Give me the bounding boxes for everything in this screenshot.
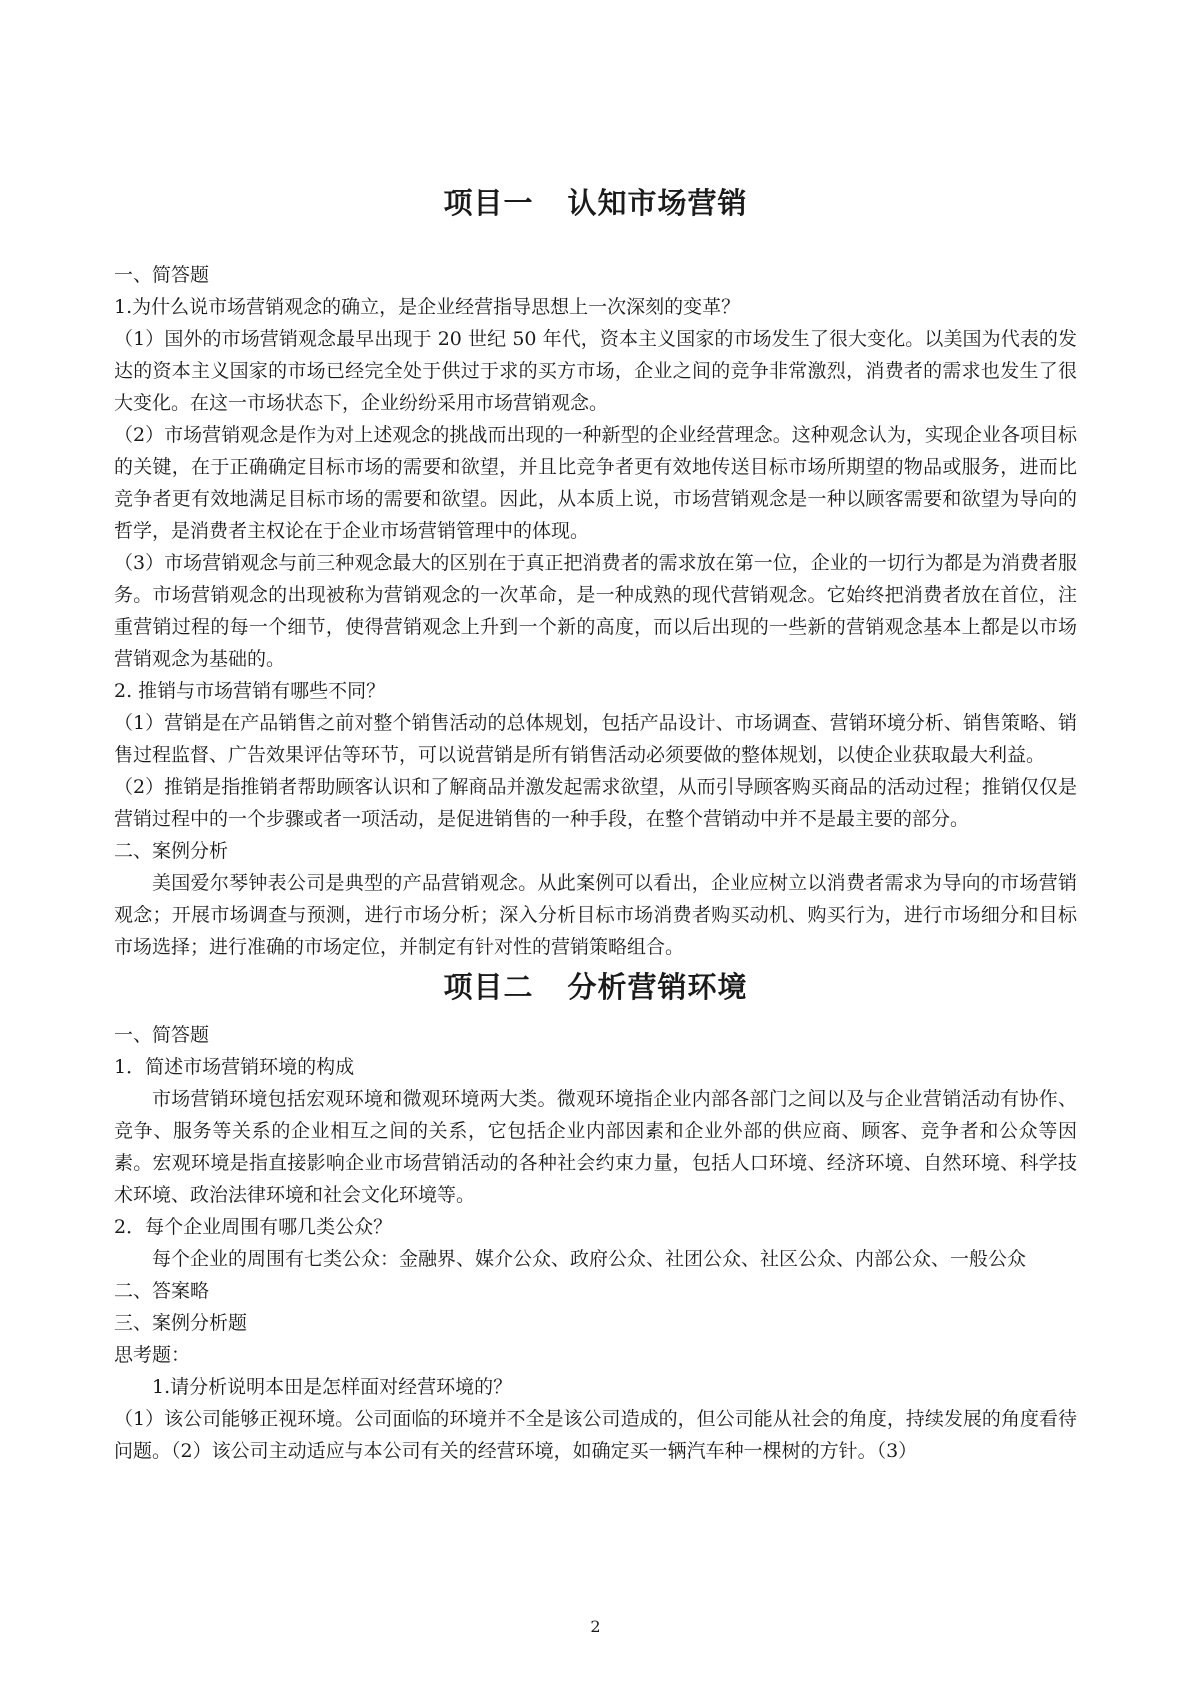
page-content bbox=[114, 183, 1077, 1467]
heading-short-answer: 一、简答题 bbox=[114, 264, 210, 286]
answer-paragraph: （1）营销是在产品销售之前对整个销售活动的总体规划，包括产品设计、市场调查、营销环境分析、销售策略、销售过程监督、广告效果评估等环节，可以说营销是所有销售活动必须要做的整体规划，以使企业获取最大利益。 bbox=[114, 712, 1077, 766]
question-2: 2. 推销与市场营销有哪些不同？ bbox=[114, 680, 386, 702]
heading-case-analysis: 三、案例分析题 bbox=[114, 1312, 248, 1334]
section-title-2-number: 项目二 bbox=[443, 970, 534, 1004]
thinking-question-1: 1.请分析说明本田是怎样面对经营环境的？ bbox=[152, 1376, 513, 1398]
heading-thinking-questions: 思考题： bbox=[114, 1344, 191, 1366]
page-number: 2 bbox=[590, 1617, 601, 1636]
heading-answer-omitted: 二、答案略 bbox=[114, 1280, 210, 1302]
section-title-1 bbox=[114, 183, 1077, 223]
question-1: 1．简述市场营销环境的构成 bbox=[114, 1056, 355, 1078]
heading-short-answer: 一、简答题 bbox=[114, 1024, 210, 1046]
answer-paragraph: （1）国外的市场营销观念最早出现于 20 世纪 50 年代，资本主义国家的市场发生了很大变化。以美国为代表的发达的资本主义国家的市场已经完全处于供过于求的买方市场，企业之间的竞争非常激烈，消费者的需求也发生了很大变化。在这一市场状态下，企业纷纷采用市场营销观念。 bbox=[114, 328, 1077, 414]
section-title-2-text: 分析营销环境 bbox=[567, 970, 748, 1004]
answer-paragraph: （2）市场营销观念是作为对上述观念的挑战而出现的一种新型的企业经营理念。这种观念认为，实现企业各项目标的关键，在于正确确定目标市场的需要和欲望，并且比竞争者更有效地传送目标市场所期望的物品或服务，进而比竞争者更有效地满足目标市场的需要和欲望。因此，从本质上说，市场营销观念是一种以顾客需要和欲望为导向的哲学，是消费者主权论在于企业市场营销管理中的体现。 bbox=[114, 424, 1077, 542]
question-2: 2．每个企业周围有哪几类公众？ bbox=[114, 1216, 393, 1238]
answer-paragraph: 市场营销环境包括宏观环境和微观环境两大类。微观环境指企业内部各部门之间以及与企业营销活动有协作、竞争、服务等关系的企业相互之间的关系，它包括企业内部因素和企业外部的供应商、顾客、竞争者和公众等因素。宏观环境是指直接影响企业市场营销活动的各种社会约束力量，包括人口环境、经济环境、自然环境、科学技术环境、政治法律环境和社会文化环境等。 bbox=[114, 1088, 1077, 1206]
answer-paragraph: （2）推销是指推销者帮助顾客认识和了解商品并激发起需求欲望，从而引导顾客购买商品的活动过程；推销仅仅是营销过程中的一个步骤或者一项活动，是促进销售的一种手段，在整个营销动中并不是最主要的部分。 bbox=[114, 776, 1077, 830]
section-title-1-number: 项目一 bbox=[443, 186, 534, 220]
answer-paragraph: （3）市场营销观念与前三种观念最大的区别在于真正把消费者的需求放在第一位，企业的一切行为都是为消费者服务。市场营销观念的出现被称为营销观念的一次革命，是一种成熟的现代营销观念。它始终把消费者放在首位，注重营销过程的每一个细节，使得营销观念上升到一个新的高度，而以后出现的一些新的营销观念基本上都是以市场营销观念为基础的。 bbox=[114, 552, 1077, 670]
heading-case-analysis: 二、案例分析 bbox=[114, 840, 229, 862]
answer-paragraph: 每个企业的周围有七类公众：金融界、媒介公众、政府公众、社团公众、社区公众、内部公众、一般公众 bbox=[152, 1248, 1027, 1270]
section-title-2 bbox=[114, 967, 1077, 1007]
question-1: 1.为什么说市场营销观念的确立，是企业经营指导思想上一次深刻的变革？ bbox=[114, 296, 741, 318]
case-analysis-paragraph: 美国爱尔琴钟表公司是典型的产品营销观念。从此案例可以看出，企业应树立以消费者需求为导向的市场营销观念；开展市场调查与预测，进行市场分析；深入分析目标市场消费者购买动机、购买行为，进行市场细分和目标市场选择；进行准确的市场定位，并制定有针对性的营销策略组合。 bbox=[114, 872, 1077, 958]
answer-paragraph: （1）该公司能够正视环境。公司面临的环境并不全是该公司造成的，但公司能从社会的角度，持续发展的角度看待问题。（2）该公司主动适应与本公司有关的经营环境，如确定买一辆汽车种一棵树的方针。（3） bbox=[114, 1408, 1077, 1462]
section-title-1-text: 认知市场营销 bbox=[567, 186, 748, 220]
